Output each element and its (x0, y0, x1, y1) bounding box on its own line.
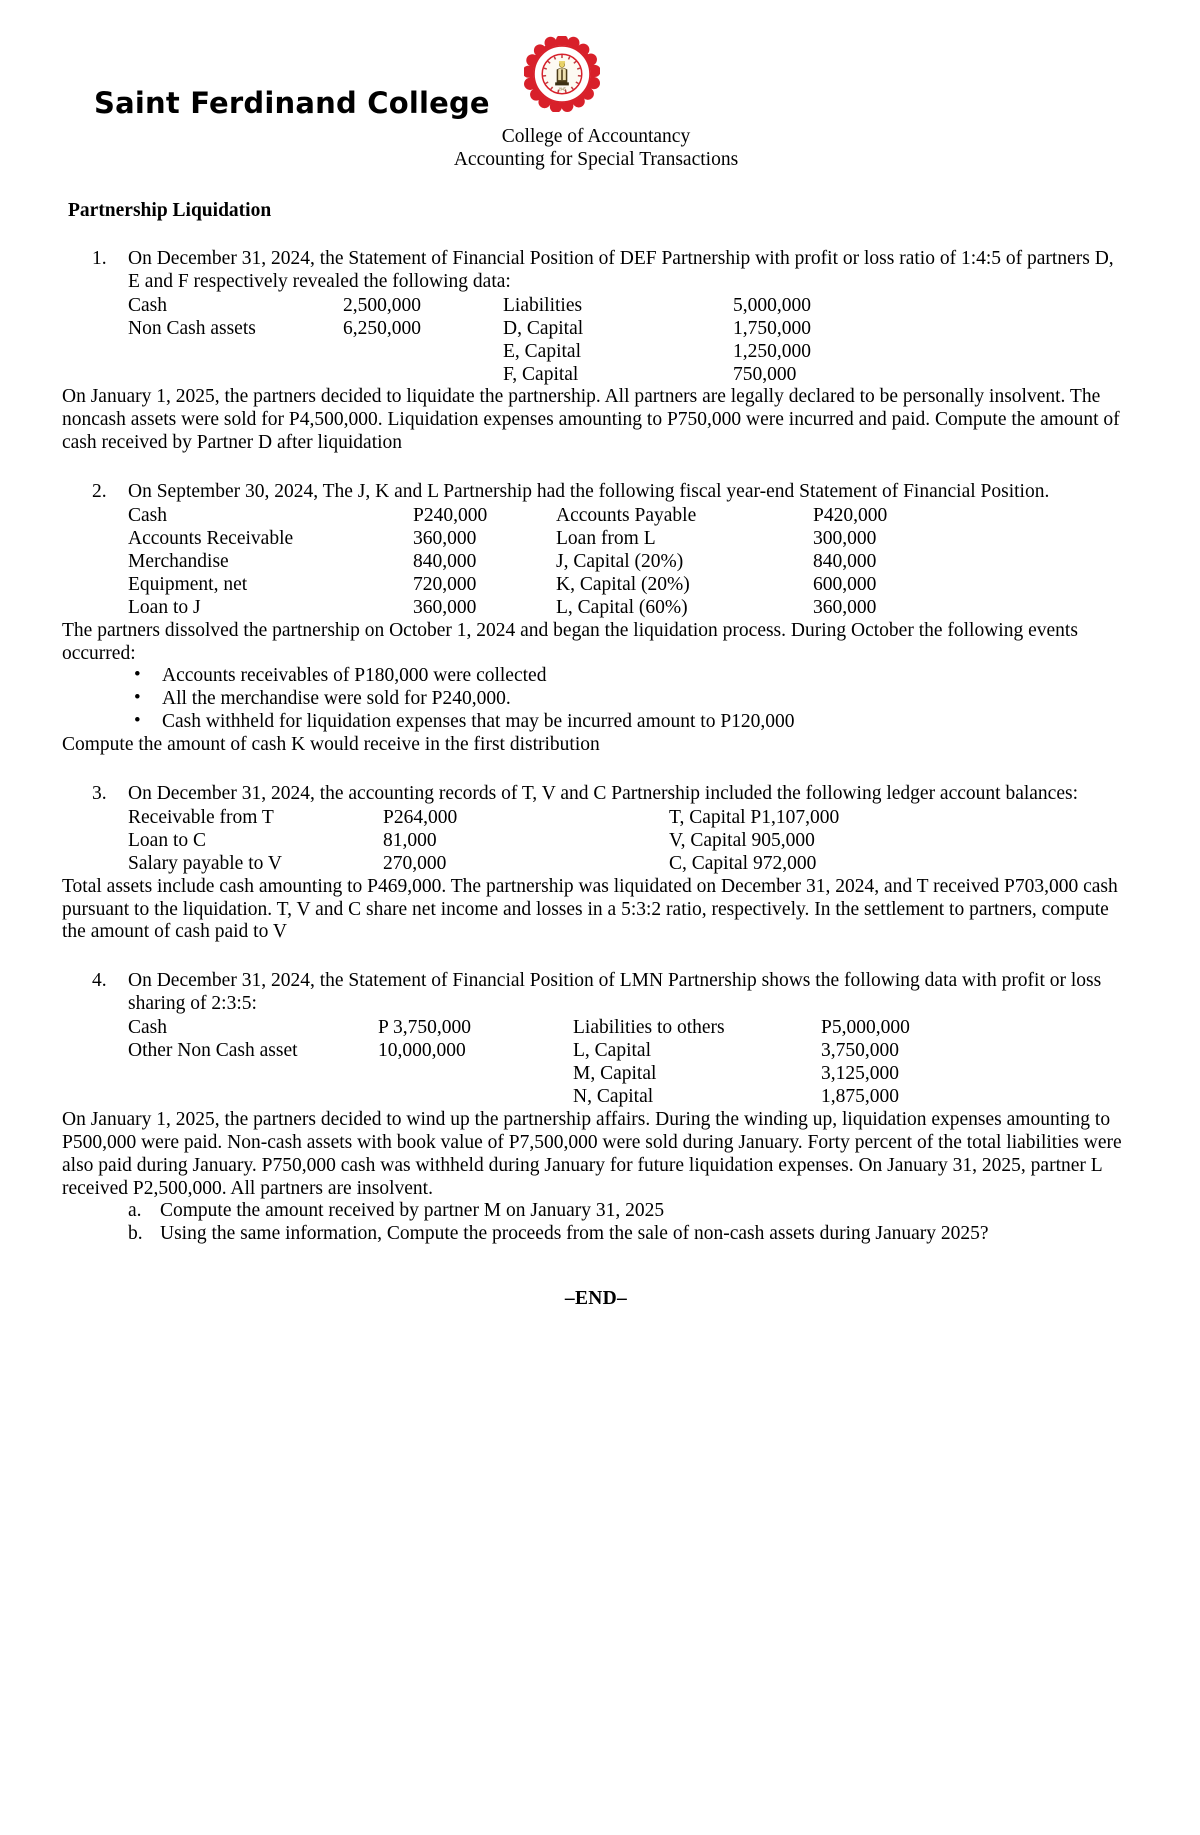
problem-4-subitems (62, 1200, 1130, 1246)
cell-amount: 6,250,000 (343, 317, 421, 339)
cell-amount2: 1,250,000 (733, 340, 811, 362)
list-item (128, 1200, 1130, 1223)
cell-label: Equipment, net (128, 573, 248, 595)
end-marker: –END– (564, 1288, 628, 1310)
problem-1-body: On January 1, 2025, the partners decided to liquidate the partnership. All partners are legally declared to be personally insolvent. The noncash assets were sold for P4,500,000. Liquidation expenses amounting to P750,000 were incurred and paid. Compute the amount of cash received by Partner D after liquidation (62, 386, 1120, 454)
cell-amount: P240,000 (413, 505, 488, 527)
cell-label: Loan to J (128, 596, 201, 618)
cell-amount2: 1,875,000 (821, 1085, 899, 1107)
table-row (128, 318, 811, 341)
cell-label2: J, Capital (20%) (556, 550, 684, 572)
cell-amount: P 3,750,000 (378, 1017, 471, 1039)
cell-amount2: 3,750,000 (821, 1040, 899, 1062)
table-row (128, 364, 811, 387)
cell-amount2: 300,000 (813, 527, 877, 549)
school-name: Saint Ferdinand College (94, 86, 490, 120)
problem-number: 3. (92, 783, 107, 805)
cell-label2: Liabilities to others (573, 1017, 725, 1039)
cell-amount2: 1,750,000 (733, 317, 811, 339)
table-row (128, 597, 887, 620)
table-row (128, 1063, 910, 1086)
table-row (128, 1086, 910, 1109)
problem-item-2 (62, 481, 1130, 619)
cell-amount (378, 1063, 573, 1086)
cell-label2: E, Capital (503, 340, 581, 362)
problem-2-closing: Compute the amount of cash K would receive in the first distribution (62, 734, 600, 756)
cell-amount2: 840,000 (813, 550, 877, 572)
cell-label2: T, Capital P1,107,000 (669, 806, 840, 828)
list-item: • Cash withheld for liquidation expenses that may be incurred amount to P120,000 (128, 711, 1130, 734)
table-row (128, 505, 887, 528)
cell-label: Merchandise (128, 550, 229, 572)
problem-number: 4. (92, 970, 107, 992)
table-row (128, 341, 811, 364)
cell-label (128, 341, 343, 364)
problem-intro: On September 30, 2024, The J, K and L Partnership had the following fiscal year-end Statement of Financial Position. (128, 481, 1050, 503)
problem-item-3 (62, 783, 1130, 876)
cell-label: Cash (128, 1017, 167, 1039)
cell-amount2: P420,000 (813, 505, 888, 527)
cell-amount: 360,000 (413, 527, 477, 549)
cell-label2: V, Capital 905,000 (669, 829, 815, 851)
problem-2-bullets (62, 665, 1130, 734)
cell-label2: Liabilities (503, 294, 583, 316)
problem-intro: On December 31, 2024, the accounting records of T, V and C Partnership included the following ledger account balances: (128, 783, 1078, 805)
table-row (128, 830, 839, 853)
cell-label: Cash (128, 294, 167, 316)
table-row (128, 1040, 910, 1063)
problem-number: 1. (92, 248, 107, 269)
sub-letter: a. (128, 1200, 142, 1222)
cell-label (128, 1086, 378, 1109)
table-row (128, 295, 811, 318)
cell-label: Loan to C (128, 829, 206, 851)
cell-label: Receivable from T (128, 806, 274, 828)
table-row (128, 853, 839, 876)
problem-item-4 (62, 970, 1130, 1108)
cell-label2: Accounts Payable (556, 505, 697, 527)
cell-label2: F, Capital (503, 363, 579, 385)
problem-2-body: The partners dissolved the partnership on October 1, 2024 and began the liquidation process. During October the following events occurred: (62, 619, 1078, 664)
cell-label2: N, Capital (573, 1085, 654, 1107)
document-header (62, 28, 1130, 178)
cell-amount2: 750,000 (733, 363, 797, 385)
cell-label: Non Cash assets (128, 317, 256, 339)
problem-item-1 (62, 248, 1130, 386)
problem-3-body: Total assets include cash amounting to P469,000. The partnership was liquidated on December 31, 2024, and T received P703,000 cash pursuant to the liquidation. T, V and C share net income and losses in a 5:3:2 ratio, respectively. In the settlement to partners, compute the amount of cash paid to V (62, 875, 1118, 943)
cell-amount: P264,000 (383, 806, 458, 828)
cell-amount: 10,000,000 (378, 1040, 466, 1062)
cell-label (128, 364, 343, 387)
table-row (128, 1017, 910, 1040)
sub-text: Compute the amount received by partner M on January 31, 2025 (160, 1200, 665, 1222)
sub-letter: b. (128, 1223, 143, 1245)
financial-table-2 (128, 505, 887, 620)
cell-amount (378, 1086, 573, 1109)
school-seal-icon (524, 36, 600, 112)
cell-amount2: 600,000 (813, 573, 877, 595)
cell-label2: K, Capital (20%) (556, 573, 690, 595)
cell-amount2: 3,125,000 (821, 1063, 899, 1084)
cell-amount: 720,000 (413, 573, 477, 595)
cell-label2: L, Capital (60%) (556, 596, 688, 618)
cell-amount (343, 341, 503, 364)
problem-number: 2. (92, 481, 107, 503)
list-item (128, 1223, 1130, 1246)
cell-amount (343, 364, 503, 387)
cell-amount2: 360,000 (813, 596, 877, 618)
problem-intro: On December 31, 2024, the Statement of Financial Position of LMN Partnership shows the following data with profit or loss sharing of 2:3:5: (128, 970, 1102, 1015)
table-row (128, 574, 887, 597)
cell-amount: 2,500,000 (343, 294, 421, 316)
problem-4-body: On January 1, 2025, the partners decided to wind up the partnership affairs. During the winding up, liquidation expenses amounting to P500,000 were paid. Non-cash assets with book value of P7,500,000 were sold during January. Forty percent of the total liabilities were also paid during January. P750,000 cash was withheld during January for future liquidation expenses. On January 31, 2025, partner L received P2,500,000. All partners are insolvent. (62, 1108, 1122, 1199)
list-item: • Accounts receivables of P180,000 were collected (128, 665, 1130, 688)
cell-label2: Loan from L (556, 527, 656, 549)
course-name: Accounting for Special Transactions (453, 149, 739, 170)
cell-amount: 840,000 (413, 550, 477, 572)
sub-text: Using the same information, Compute the proceeds from the sale of non-cash assets during January 2025? (160, 1223, 989, 1245)
cell-label2: C, Capital 972,000 (669, 852, 817, 874)
department-name: College of Accountancy (501, 126, 691, 147)
cell-label: Other Non Cash asset (128, 1040, 298, 1062)
cell-label (128, 1063, 378, 1086)
table-row (128, 551, 887, 574)
financial-table-3 (128, 807, 839, 876)
table-row (128, 528, 887, 551)
problem-intro: On December 31, 2024, the Statement of Financial Position of DEF Partnership with profit or loss ratio of 1:4:5 of partners D, E and F respectively revealed the following data: (128, 248, 1114, 292)
cell-amount: 270,000 (383, 852, 447, 874)
page-title: Partnership Liquidation (68, 200, 272, 221)
list-item: • All the merchandise were sold for P240,000. (128, 688, 1130, 711)
cell-label: Accounts Receivable (128, 527, 294, 549)
cell-label2: L, Capital (573, 1040, 651, 1062)
cell-amount: 360,000 (413, 596, 477, 618)
svg-text:1945: 1945 (558, 87, 566, 92)
financial-table-4 (128, 1017, 910, 1109)
cell-label: Cash (128, 505, 167, 527)
cell-amount2: 5,000,000 (733, 294, 811, 316)
cell-amount: 81,000 (383, 829, 437, 851)
cell-label2: D, Capital (503, 317, 584, 339)
cell-amount2: P5,000,000 (821, 1017, 910, 1039)
cell-label2: M, Capital (573, 1063, 657, 1084)
financial-table-1 (128, 295, 811, 387)
cell-label: Salary payable to V (128, 852, 282, 874)
table-row (128, 807, 839, 830)
